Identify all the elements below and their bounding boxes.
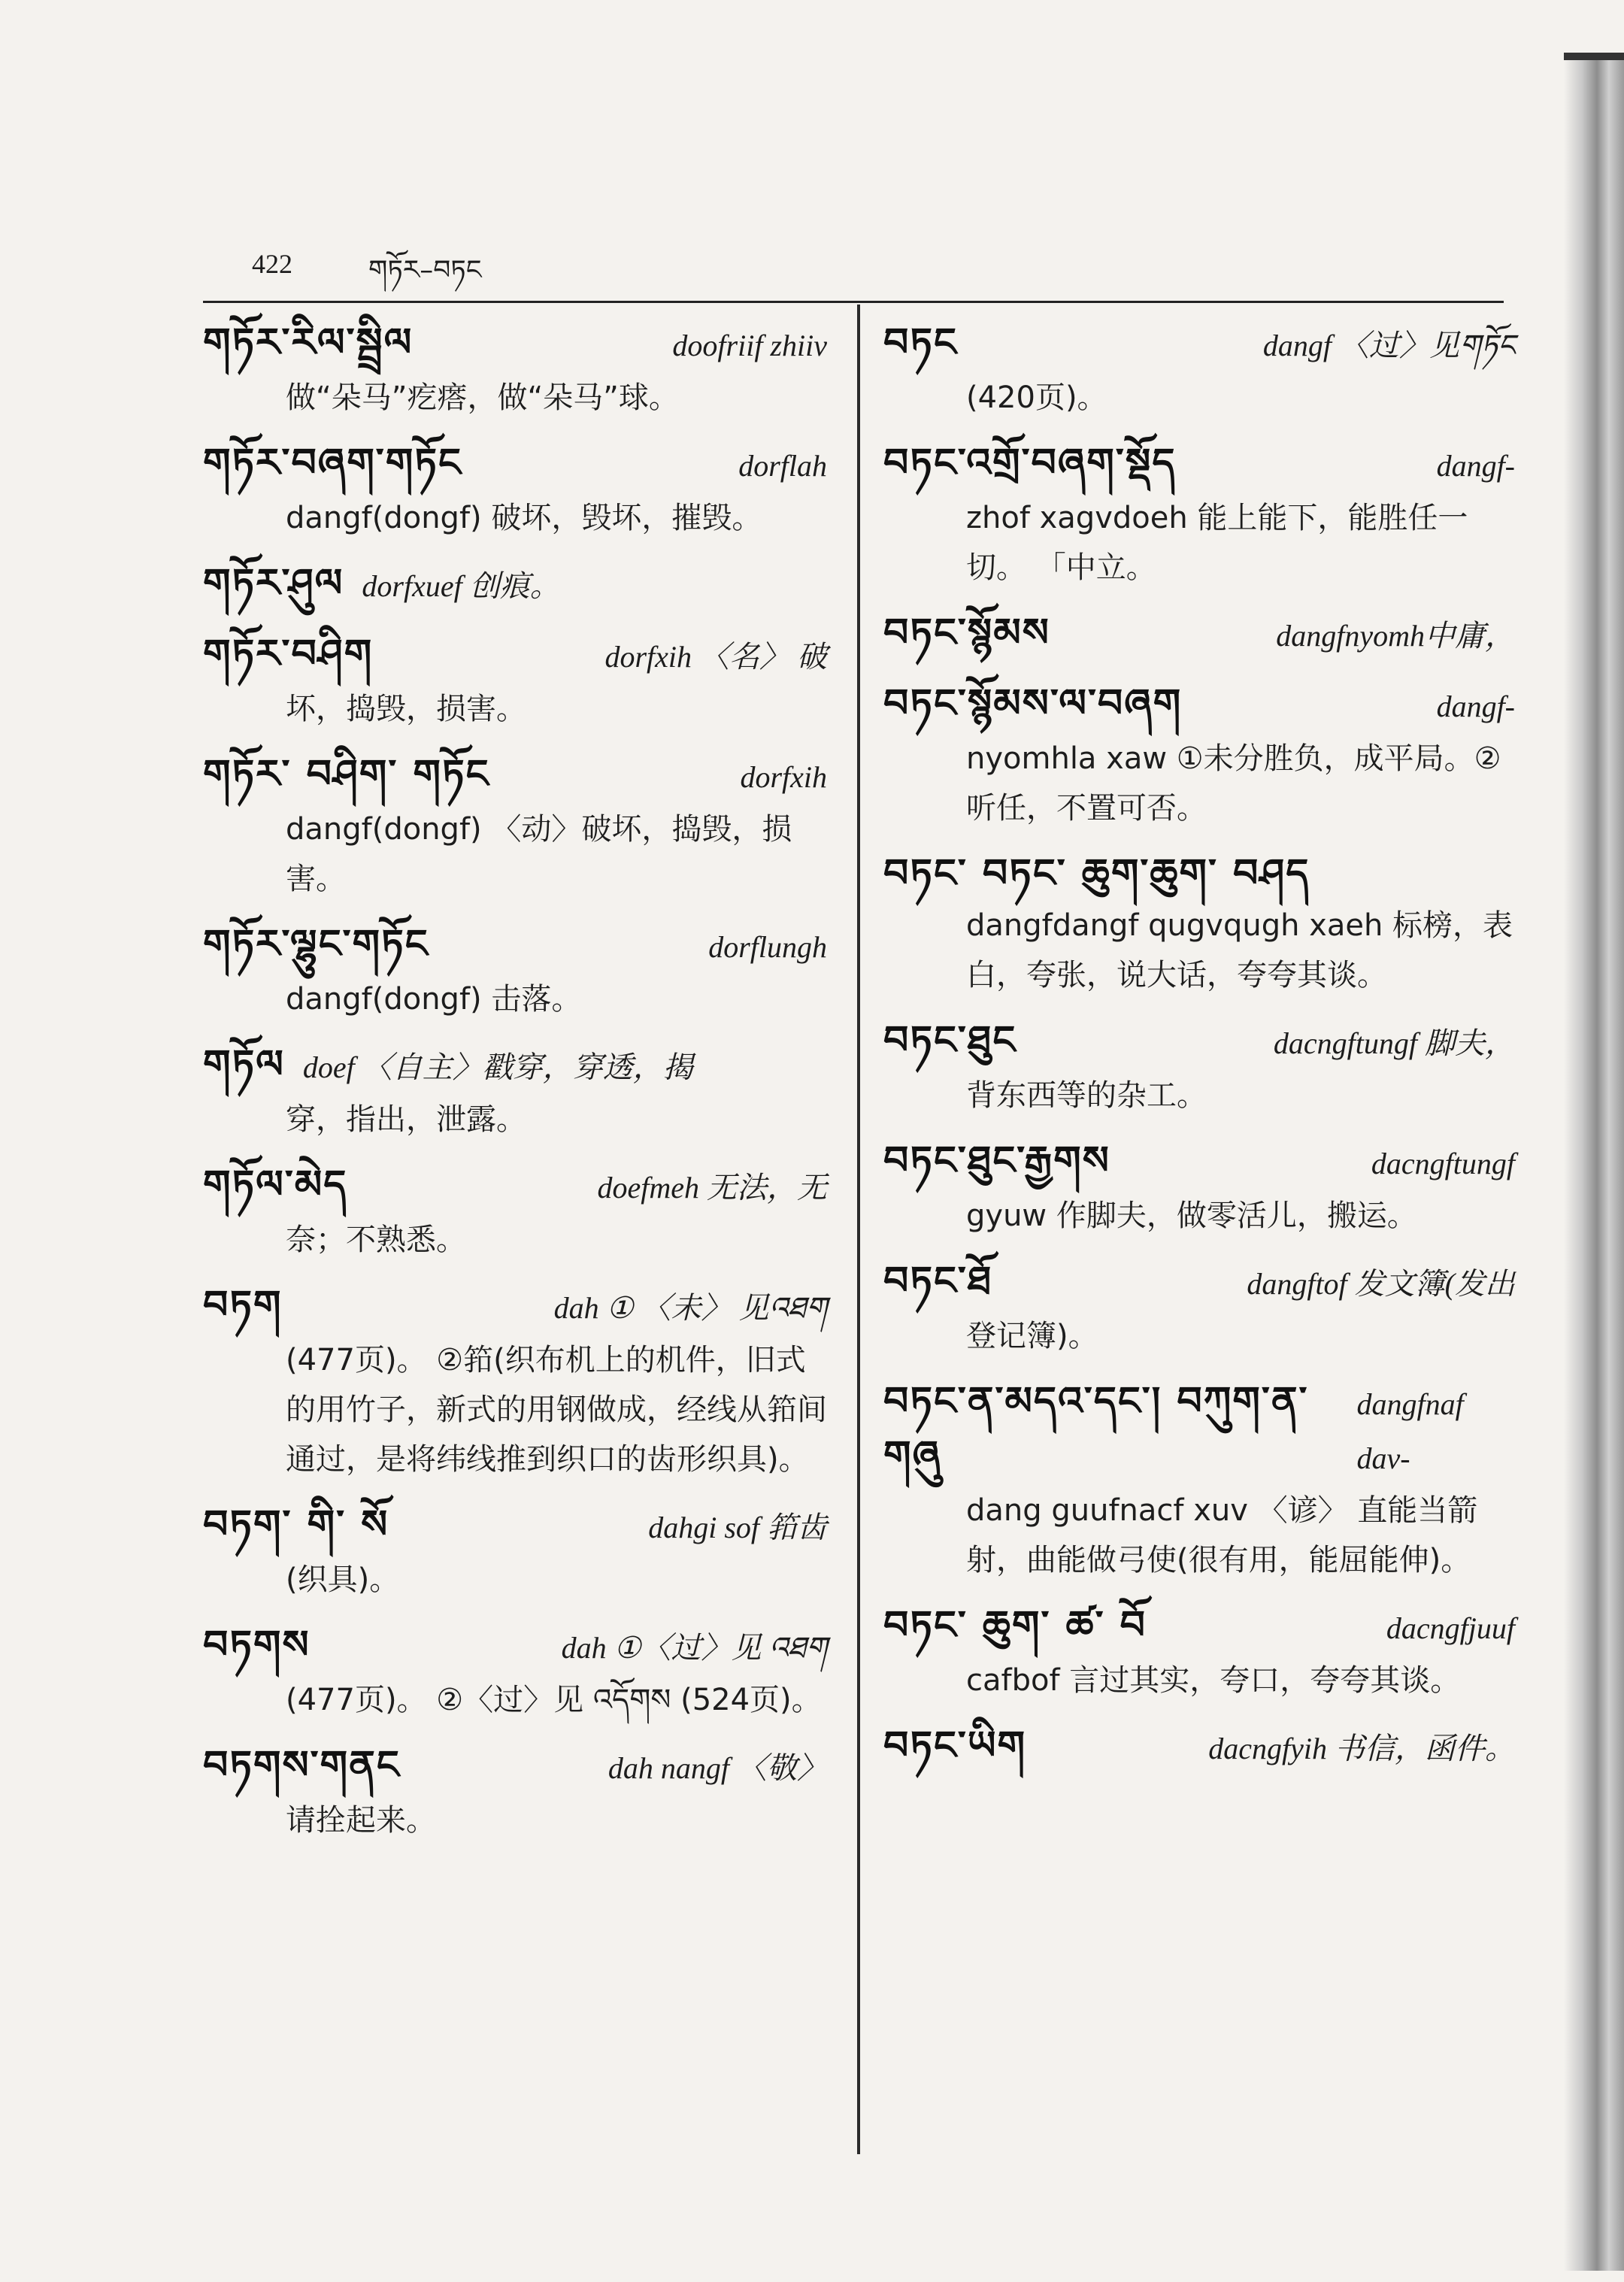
entry-definition: 穿，指出，泄露。 [286,1102,526,1137]
column-divider [857,305,860,2154]
entry-romanization: dorfxih [740,760,827,794]
running-head: གཏོར–བཏང [368,255,482,286]
entry-headword: གཏོལ་མེད [203,1162,348,1208]
entry-headword: བཏང་ བཏང་ ཆུག་ཆུག་ བཤད [883,851,1310,896]
dictionary-entry [883,436,1515,592]
entry-definition: gyuw 作脚夫，做零活儿，搬运。 [966,1199,1417,1233]
entry-headword: བཏང་འགྲོ་བཞག་སྡོད [883,441,1177,486]
entry-headword: བཏང་ཐུང [883,1018,1017,1063]
entry-definition: nyomhla xaw ①未分胜负，成平局。②听任，不置可否。 [966,741,1501,826]
entry-definition: 背东西等的杂工。 [966,1078,1207,1113]
entry-headword: བཏང་ ཆུག་ ཚ་ བོ [883,1603,1147,1648]
entry-romanization: dangf- [1436,449,1515,483]
scanned-page-edge-top [1564,53,1624,60]
dictionary-entry [203,1278,827,1484]
entry-headword: བཏང་ཡིག [883,1723,1027,1768]
scanned-page-edge [1564,53,1624,2271]
entry-headword: བཏག [203,1283,283,1328]
dictionary-entry [883,1719,1515,1776]
entry-definition: dangf(dongf) 〈动〉破坏，捣毁，损害。 [286,812,792,896]
dictionary-entry [203,1738,827,1845]
left-column [203,316,827,1859]
dictionary-entry [203,627,827,734]
entry-definition: dangfdangf qugvqugh xaeh 标榜，表白，夸张，说大话，夸夸其谈。 [966,908,1513,993]
entry-headword: བཏག་ གི་ སོ [203,1502,389,1547]
entry-romanization: dangf- [1436,689,1515,723]
entry-romanization: dorfxih 〈名〉 破 [604,640,827,674]
entry-definition: dangf(dongf) 击落。 [286,982,582,1017]
dictionary-entry [203,1498,827,1605]
dictionary-entry [203,1158,827,1265]
entry-headword: བཏང་སྙོམས་ལ་བཞག [883,681,1183,726]
entry-romanization: dangfnyomh中庸， [1276,619,1515,653]
entry-romanization: dorflungh [708,930,827,964]
entry-romanization: doef 〈自主〉戳穿，穿透，揭 [302,1050,693,1084]
entry-definition: cafbof 言过其实，夸口，夸夸其谈。 [966,1663,1461,1698]
entry-romanization: doofriif zhiiv [672,329,827,362]
entry-romanization: dah nangf 〈敬〉 [607,1751,827,1785]
entry-definition: 登记簿)。 [966,1319,1098,1353]
entry-romanization: dacngfyih 书信，函件。 [1208,1732,1515,1765]
entry-headword: གཏོལ [203,1042,285,1087]
entry-headword: བཏགས [203,1623,311,1668]
entry-definition: 坏，捣毁，损害。 [286,692,526,726]
entry-headword: གཏོར་བཤིག [203,632,374,677]
dictionary-entry [883,606,1515,663]
header-rule [203,301,1504,303]
dictionary-entry [883,847,1515,1000]
entry-romanization: dacngfjuuf [1386,1611,1515,1645]
dictionary-entry [203,1038,827,1144]
dictionary-entry [883,1599,1515,1705]
entry-definition: 请拴起来。 [286,1803,436,1838]
entry-romanization: dah ① 〈未〉 见འཐག [553,1291,827,1325]
entry-romanization: dorflah [738,449,827,483]
dictionary-entry [883,316,1515,423]
dictionary-entry [203,556,827,614]
entry-romanization: dangftof 发文簿(发出 [1247,1267,1515,1301]
entry-definition: (织具)。 [286,1562,400,1597]
entry-headword: གཏོར་ལྷུང་གཏོང [203,922,429,967]
entry-headword: བཏང་སྙོམས [883,611,1050,656]
dictionary-entry [883,1374,1515,1585]
dictionary-entry [883,1014,1515,1120]
entry-headword: བཏང་ཐུང་རྒྱགས [883,1138,1110,1183]
entry-romanization: doefmeh 无法，无 [597,1171,827,1205]
entry-definition: 做“朵马”疙瘩，做“朵马”球。 [286,380,679,415]
right-column [883,316,1515,1790]
dictionary-entry [203,1618,827,1725]
entry-headword: བཏགས་གནང [203,1743,401,1788]
dictionary-entry [203,917,827,1024]
entry-headword: བཏང་ན་མདའ་དང་། བཀུག་ན་གཞུ [883,1379,1309,1478]
entry-romanization: dah ①〈过〉见 འཐག [561,1631,827,1665]
entry-definition: dangf(dongf) 破坏，毁坏，摧毁。 [286,501,762,535]
entry-romanization: dangf 〈过〉见གཏོང [1262,329,1515,362]
entry-definition: (477页)。 ②〈过〉见 འདོགས (524页)。 [286,1683,822,1717]
entry-romanization: dacngftungf [1371,1147,1515,1180]
entry-definition: 奈；不熟悉。 [286,1223,466,1257]
page-number: 422 [252,249,292,279]
entry-definition: (477页)。 ②筘(织布机上的机件，旧式的用竹子，新式的用钢做成，经线从筘间通过，是将纬线推到织口的齿形织具)。 [286,1343,827,1477]
dictionary-entry [203,747,827,904]
entry-romanization: dahgi sof 筘齿 [648,1511,827,1544]
entry-definition: zhof xagvdoeh 能上能下，能胜任一切。 「中立。 [966,501,1468,585]
entry-romanization: dacngftungf 脚夫， [1273,1026,1515,1060]
dictionary-entry [883,1254,1515,1361]
entry-headword: གཏོར་རིལ་སྦྲིལ [203,320,414,365]
entry-romanization: dorfxuef 创痕。 [362,569,560,603]
dictionary-entry [203,436,827,543]
entry-headword: གཏོར་ བཤིག་ གཏོང [203,752,490,797]
dictionary-entry [883,677,1515,833]
entry-headword: བཏང་ཐོ [883,1259,993,1304]
entry-romanization: dangfnaf dav- [1356,1387,1464,1475]
dictionary-entry [203,316,827,423]
entry-definition: (420页)。 [966,380,1107,415]
dictionary-entry [883,1134,1515,1241]
entry-headword: གཏོར་བཞག་གཏོང [203,441,462,486]
entry-headword: གཏོར་ཤུལ [203,561,344,606]
entry-headword: བཏང [883,320,958,365]
entry-definition: dang guufnacf xuv 〈谚〉 直能当箭射，曲能做弓使(很有用，能屈能伸)。 [966,1493,1478,1577]
